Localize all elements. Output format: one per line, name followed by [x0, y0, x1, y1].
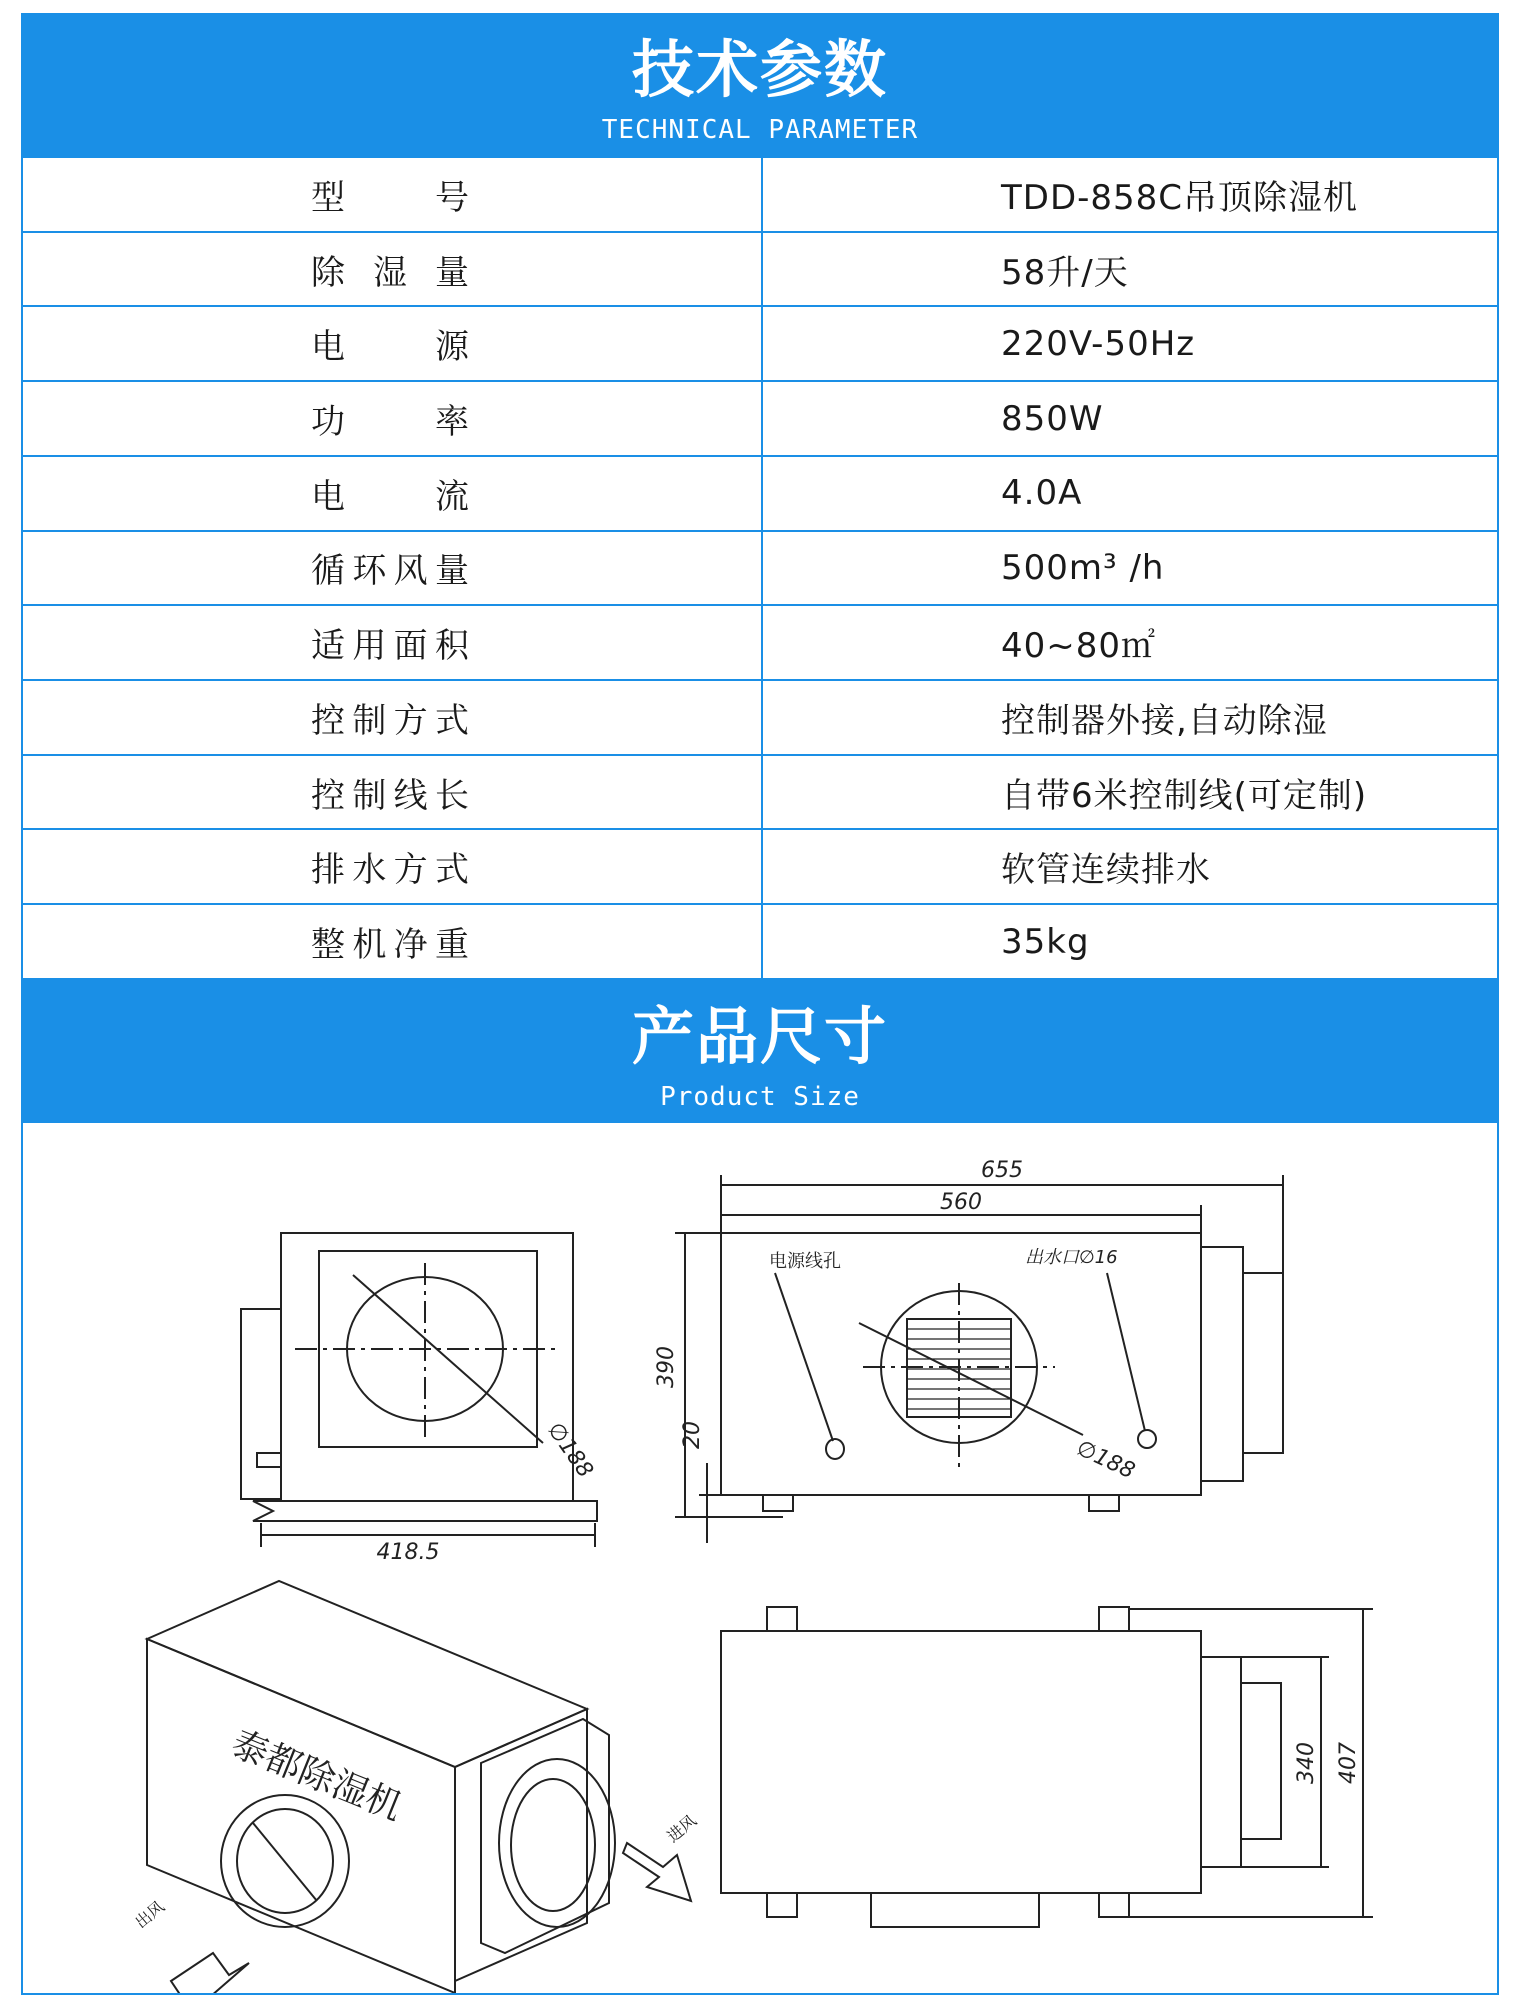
spec-label: 排水方式 [22, 829, 762, 904]
depth-inner-label: 340 [1294, 1742, 1319, 1784]
side-view-nozzle [257, 1453, 281, 1467]
leader-line [775, 1273, 833, 1441]
front-view [654, 1158, 1283, 1543]
side-diameter-label: ∅188 [542, 1418, 598, 1483]
iso-outlet-inner [511, 1779, 595, 1911]
tech-params-subtitle: TECHNICAL PARAMETER [601, 115, 919, 145]
mount-bracket [1099, 1893, 1129, 1917]
top-view-flange [1201, 1657, 1241, 1867]
iso-flange [481, 1719, 609, 1953]
mount-bracket [767, 1893, 797, 1917]
product-size-title: 产品尺寸 [631, 1000, 888, 1073]
spec-label: 型号 [22, 157, 762, 232]
air-in-label: 进风 [663, 1810, 701, 1847]
table-row [22, 904, 1498, 979]
side-view [241, 1233, 598, 1565]
spec-value: 850W [762, 381, 1498, 456]
spec-value: 4.0A [762, 456, 1498, 531]
foot-label: 20 [680, 1421, 705, 1449]
diameter-leader [859, 1323, 1083, 1435]
dimension-drawing [23, 1123, 1497, 1993]
spec-value: 35kg [762, 904, 1498, 979]
spec-value: 58升/天 [762, 232, 1498, 307]
outlet-label: 出水口∅16 [1025, 1247, 1118, 1268]
spec-value: 软管连续排水 [762, 829, 1498, 904]
spec-label: 电流 [22, 456, 762, 531]
mount-bracket [1099, 1607, 1129, 1631]
top-view-pipe [871, 1893, 1039, 1927]
spec-label: 适用面积 [22, 605, 762, 680]
table-row [22, 306, 1498, 381]
power-hole-label: 电源线孔 [769, 1251, 841, 1272]
spec-value: 控制器外接,自动除湿 [762, 680, 1498, 755]
iso-side [455, 1709, 587, 1981]
tech-params-title: 技术参数 [631, 33, 888, 106]
spec-label: 控制方式 [22, 680, 762, 755]
power-hole [826, 1439, 844, 1459]
top-view-collar [1241, 1683, 1281, 1839]
table-row [22, 157, 1498, 232]
front-view-collar [1243, 1273, 1283, 1453]
table-row [22, 381, 1498, 456]
iso-brand-label: 泰都除湿机 [225, 1723, 408, 1829]
table-row [22, 680, 1498, 755]
spec-label: 循环风量 [22, 531, 762, 606]
depth-outer-label: 407 [1336, 1742, 1361, 1784]
table-row [22, 232, 1498, 307]
body-width-label: 560 [940, 1190, 982, 1215]
iso-outlet-ring [499, 1759, 615, 1927]
table-row [22, 531, 1498, 606]
total-width-label: 655 [981, 1158, 1023, 1183]
spec-value: 220V-50Hz [762, 306, 1498, 381]
iso-top [147, 1581, 587, 1767]
spec-label: 整机净重 [22, 904, 762, 979]
spec-label: 除湿量 [22, 232, 762, 307]
spec-table [21, 156, 1499, 980]
side-width-label: 418.5 [376, 1540, 440, 1565]
table-row [22, 456, 1498, 531]
mount-bracket [767, 1607, 797, 1631]
height-label: 390 [654, 1346, 679, 1388]
isometric-view [131, 1581, 700, 1993]
air-out-arrow [171, 1953, 249, 1993]
top-view-body [721, 1631, 1201, 1893]
air-out-label: 出风 [131, 1896, 169, 1933]
top-view [721, 1607, 1373, 1927]
water-outlet [1138, 1430, 1156, 1448]
air-in-arrow [623, 1843, 691, 1901]
spec-label: 电源 [22, 306, 762, 381]
product-size-subtitle: Product Size [660, 1082, 860, 1112]
foot [763, 1495, 793, 1511]
spec-value: 500m³ /h [762, 531, 1498, 606]
table-row [22, 829, 1498, 904]
iso-front [147, 1639, 455, 1993]
iso-inlet-blade [253, 1823, 317, 1901]
side-view-flange [241, 1309, 281, 1499]
front-view-flange [1201, 1247, 1243, 1481]
spec-value: 40~80㎡ [762, 605, 1498, 680]
foot [1089, 1495, 1119, 1511]
table-row [22, 755, 1498, 830]
spec-label: 功率 [22, 381, 762, 456]
side-view-base [253, 1501, 597, 1521]
spec-value: 自带6米控制线(可定制) [762, 755, 1498, 830]
front-diameter-label: ∅188 [1072, 1435, 1139, 1485]
spec-value: TDD-858C吊顶除湿机 [762, 157, 1498, 232]
product-size-banner [21, 980, 1499, 1123]
table-row [22, 605, 1498, 680]
leader-line [1107, 1273, 1145, 1431]
side-view-body [281, 1233, 573, 1501]
spec-label: 控制线长 [22, 755, 762, 830]
tech-params-banner [21, 13, 1499, 156]
